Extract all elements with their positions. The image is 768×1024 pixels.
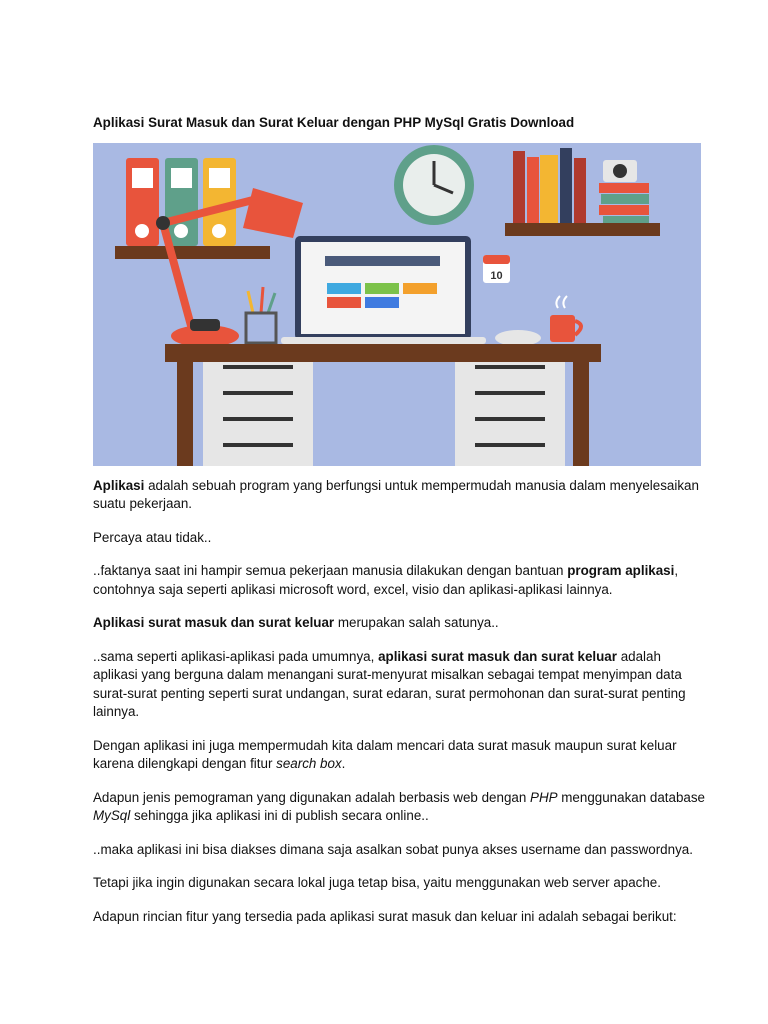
paragraph-2: Percaya atau tidak.. (93, 529, 212, 545)
paragraph-6: Dengan aplikasi ini juga mempermudah kita dalam mencari data surat masuk maupun surat keluar karena dilengkapi dengan fitur search box. (93, 737, 677, 771)
document-page (93, 114, 705, 941)
wall-clock-icon (394, 145, 474, 225)
paragraph-10: Adapun rincian fitur yang tersedia pada aplikasi surat masuk dan keluar ini adalah sebagai berikut: (93, 908, 677, 924)
calendar-day: 10 (490, 269, 503, 282)
right-shelf (505, 223, 660, 236)
left-shelf (115, 246, 270, 259)
paragraph-4: Aplikasi surat masuk dan surat keluar merupakan salah satunya.. (93, 615, 499, 630)
mouse-icon (495, 330, 541, 346)
laptop-icon (281, 236, 486, 344)
desk-top (165, 344, 601, 362)
document-title: Aplikasi Surat Masuk dan Surat Keluar dengan PHP MySql Gratis Download (93, 115, 575, 130)
calendar-icon (483, 255, 510, 283)
binders-icon (126, 158, 236, 246)
paragraph-8: ..maka aplikasi ini bisa diakses dimana saja asalkan sobat punya akses username dan passwordnya. (93, 841, 693, 857)
camera-icon (603, 160, 637, 182)
right-drawers (455, 362, 565, 466)
paragraph-9: Tetapi jika ingin digunakan secara lokal juga tetap bisa, yaitu menggunakan web server apache. (93, 875, 661, 890)
paragraph-5: ..sama seperti aplikasi-aplikasi pada umumnya, aplikasi surat masuk dan surat keluar adalah aplikasi yang berguna dalam menangani surat-menyurat misalkan sebagai tempat menyimpan data surat-surat penting seperti surat undangan, surat edaran, surat permohonan dan surat-surat penting lainnya. (93, 648, 686, 719)
paragraph-7: Adapun jenis pemograman yang digunakan adalah berbasis web dengan PHP menggunakan database MySql sehingga jika aplikasi ini di publish secara online.. (93, 789, 705, 823)
hero-illustration (93, 143, 701, 466)
paragraph-1: Aplikasi adalah sebuah program yang berfungsi untuk mempermudah manusia dalam menyelesaikan suatu pekerjaan. (93, 477, 699, 511)
left-drawers (203, 362, 313, 466)
paragraph-3: ..faktanya saat ini hampir semua pekerjaan manusia dilakukan dengan bantuan program aplikasi, contohnya saja seperti aplikasi microsoft word, excel, visio dan aplikasi-aplikasi lainnya. (93, 563, 679, 597)
